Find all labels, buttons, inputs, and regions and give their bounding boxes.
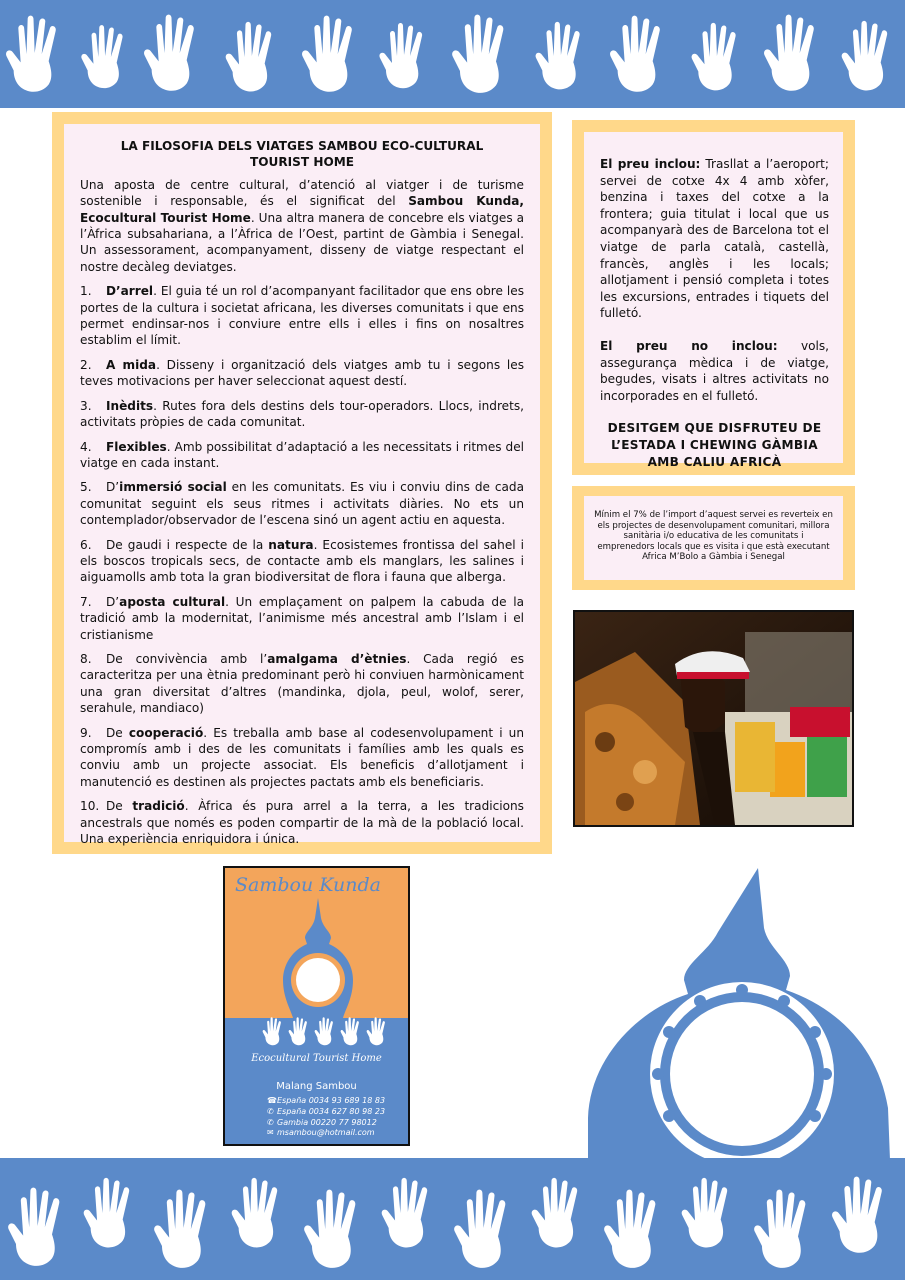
item-number: 8. bbox=[80, 651, 92, 666]
decalogue-item bbox=[80, 651, 524, 717]
card-email-line: ✉ msambou@hotmail.com bbox=[267, 1128, 375, 1138]
hand-print-icon bbox=[365, 1016, 391, 1046]
hand-print-icon bbox=[750, 1180, 822, 1276]
hand-print-icon bbox=[528, 1168, 592, 1256]
mobile-icon: ✆ bbox=[267, 1106, 274, 1116]
decalogue-item bbox=[80, 594, 524, 643]
hand-print-icon bbox=[78, 16, 136, 96]
guide-photo bbox=[573, 610, 854, 827]
business-card bbox=[223, 866, 410, 1146]
hand-print-icon bbox=[298, 8, 368, 98]
item-number: 10. bbox=[80, 799, 100, 814]
item-keyword: aposta cultural bbox=[119, 594, 226, 609]
item-text: . Es treballa amb base al codesenvolupament i un compromís amb i des de les comunitats i famílies amb les quals es conviu amb un projecte associat. Els beneficis d’allotjament i manutenció es destinen als projectes pactats amb els beneficiaris. bbox=[80, 725, 524, 789]
mobile-icon: ✆ bbox=[267, 1117, 274, 1127]
intro-paragraph: Una aposta de centre cultural, d’atenció al viatger i de turisme sostenible i responsable, és el significat del Sambou Kunda, Ecocultural Tourist Home. Una altra manera de concebre els viatges a l’Àfrica subsahariana, a l’Àfrica de l’Oest, partint de Gàmbia i Senegal. Un assessorament, acompanyament, disseny de viatge respectant el nostre decàleg deviatges. bbox=[80, 177, 524, 274]
hand-print-icon bbox=[688, 14, 750, 98]
decalogue-item bbox=[80, 479, 524, 528]
item-prefix: De convivència amb l’ bbox=[106, 651, 268, 666]
card-hands-row bbox=[261, 1016, 391, 1050]
donation-note: Mínim el 7% de l’import d’aquest servei es reverteix en els projectes de desenvolupament comunitari, millora sanitària i/o educativa de les comunitats i emprenedors locals que es visita i que està executant Africa M’Bolo a Gàmbia i Senegal bbox=[584, 496, 843, 580]
item-keyword: natura bbox=[268, 537, 314, 552]
price-content bbox=[584, 132, 843, 469]
hand-print-icon bbox=[150, 1180, 222, 1276]
item-number: 4. bbox=[80, 439, 92, 454]
hand-print-icon bbox=[287, 1016, 313, 1046]
decalogue-list bbox=[80, 283, 524, 847]
item-keyword: Inèdits bbox=[106, 398, 154, 413]
card-phone-line-2: ✆ España 0034 627 80 98 23 bbox=[267, 1106, 386, 1116]
hand-print-icon bbox=[300, 1180, 372, 1276]
hand-print-icon bbox=[140, 6, 210, 98]
item-number: 2. bbox=[80, 357, 92, 372]
item-text: . Un emplaçament on palpem la cabuda de la tradició amb la modernitat, l’animisme més ancestral amb l’Islam i el cristianisme bbox=[80, 594, 524, 642]
tower-building-illustration bbox=[528, 868, 905, 1160]
mail-icon: ✉ bbox=[267, 1128, 274, 1138]
hand-print-icon bbox=[313, 1016, 339, 1046]
item-number: 3. bbox=[80, 398, 92, 413]
item-text: . Àfrica és pura arrel a la terra, a les tradicions ancestrals que només es poden compartir de la mà de la població local. Una experiència enriquidora i única. bbox=[80, 799, 524, 847]
item-text: . Ecosistemes frontissa del sahel i els boscos tropicals secs, de contacte amb els manglars, les salines i aiguamolls amb tota la gran biodiversitat de flora i fauna que alberga. bbox=[80, 537, 525, 585]
card-contact-lines bbox=[267, 1096, 385, 1139]
card-phone-line-1: ☎España 0034 93 689 18 83 bbox=[267, 1096, 386, 1105]
item-text: . Cada regió es caracteritza per una ètnia predominant però hi conviuen harmònicament una gran diversitat d’altres (mandinka, djola, peul, wolof, serer, serahule, mandiaco) bbox=[80, 651, 525, 716]
decalogue-item bbox=[80, 283, 524, 349]
philosophy-content bbox=[64, 124, 540, 847]
hand-print-icon bbox=[222, 14, 286, 98]
hand-print-icon bbox=[532, 14, 594, 96]
hand-print-icon bbox=[261, 1016, 287, 1046]
donation-note-panel bbox=[572, 486, 855, 590]
card-phone-line-3: ✆ Gambia 00220 77 98012 bbox=[267, 1117, 377, 1127]
item-text: . Amb possibilitat d’adaptació a les necessitats i ritmes del viatge en cada instant. bbox=[80, 439, 524, 470]
hand-print-icon bbox=[228, 1168, 292, 1256]
item-prefix: De gaudi i respecte de la bbox=[106, 537, 269, 552]
item-prefix: D’ bbox=[106, 480, 120, 495]
item-number: 9. bbox=[80, 725, 92, 740]
bottom-hands-banner bbox=[0, 1158, 905, 1280]
price-excludes: El preu no inclou: vols, assegurança mèdica i de viatge, begudes, visats i altres activitats no incorporades en el fulletó. bbox=[600, 338, 829, 403]
hand-print-icon bbox=[828, 1168, 898, 1260]
item-text: en les comunitats. Es viu i conviu dins de cada comunitat seguint els seus ritmes i activitats diàries. No ets un contemplador/observador de l’escena sinó un agent actiu en aquesta. bbox=[80, 480, 524, 528]
hand-print-icon bbox=[376, 14, 436, 96]
card-brand-title: Sambou Kunda bbox=[235, 874, 381, 896]
decalogue-item bbox=[80, 798, 524, 847]
item-keyword: Flexibles bbox=[106, 439, 167, 454]
hand-print-icon bbox=[80, 1168, 144, 1256]
item-prefix: De bbox=[106, 799, 133, 814]
card-tagline: Ecocultural Tourist Home bbox=[251, 1053, 382, 1064]
hand-print-icon bbox=[4, 1178, 76, 1274]
hand-print-icon bbox=[450, 1180, 522, 1276]
hand-print-icon bbox=[339, 1016, 365, 1046]
item-prefix: D’ bbox=[106, 594, 120, 609]
item-keyword: amalgama d’ètnies bbox=[267, 651, 407, 666]
hand-print-icon bbox=[448, 6, 520, 100]
item-number: 6. bbox=[80, 537, 92, 552]
price-panel bbox=[572, 120, 855, 475]
item-number: 1. bbox=[80, 284, 92, 299]
item-text: . Disseny i organització dels viatges amb tu i segons les teves motivacions per haver seleccionat aquest destí. bbox=[80, 357, 525, 389]
hand-print-icon bbox=[2, 8, 72, 98]
hand-print-icon bbox=[760, 6, 830, 98]
hand-print-icon bbox=[378, 1168, 442, 1256]
hand-print-icon bbox=[838, 12, 902, 98]
top-hands-banner bbox=[0, 0, 905, 108]
item-number: 7. bbox=[80, 594, 92, 609]
price-includes: El preu inclou: Trasllat a l’aeroport; servei de cotxe 4x 4 amb xòfer, benzina i taxes del cotxe a la frontera; guia titulat i local que us acompanyarà des de Barcelona tot el viatge de parla català, castellà, francès, anglès i les locals; allotjament i pensió completa i totes les excursions, entrades i tiquets del fulletó. bbox=[600, 157, 830, 321]
item-keyword: immersió social bbox=[119, 480, 227, 495]
guide-photo-illustration bbox=[575, 612, 852, 825]
hand-print-icon bbox=[678, 1168, 742, 1256]
decalogue-item bbox=[80, 439, 524, 472]
item-keyword: tradició bbox=[132, 799, 185, 814]
card-contact-name: Malang Sambou bbox=[276, 1081, 357, 1092]
item-keyword: D’arrel bbox=[106, 284, 154, 299]
slogan: DESITGEM QUE DISFRUTEU DE L’ESTADA I CHEWING GÀMBIA AMB CALIU AFRICÀ bbox=[607, 421, 822, 469]
item-keyword: A mida bbox=[106, 357, 157, 372]
decalogue-item bbox=[80, 725, 524, 791]
decalogue-item bbox=[80, 537, 524, 586]
hand-print-icon bbox=[606, 8, 676, 98]
decalogue-item bbox=[80, 357, 524, 390]
philosophy-title: LA FILOSOFIA DELS VIATGES SAMBOU ECO-CULTURAL TOURIST HOME bbox=[120, 139, 484, 170]
phone-icon: ☎ bbox=[267, 1096, 277, 1105]
item-prefix: De bbox=[106, 725, 129, 740]
decalogue-item bbox=[80, 398, 524, 431]
item-text: . El guia té un rol d’acompanyant facilitador que ens obre les portes de la cultura i societat africana, les diverses comunitats i que ens permet endinsar-nos i conviure entre ells i elles i fins on nosaltres establim el límit. bbox=[80, 284, 524, 348]
item-keyword: cooperació bbox=[128, 725, 204, 740]
item-number: 5. bbox=[80, 480, 92, 495]
hand-print-icon bbox=[600, 1180, 672, 1276]
philosophy-panel bbox=[52, 112, 552, 854]
item-text: . Rutes fora dels destins dels tour-operadors. Llocs, indrets, activitats pròpies de cada comunitat. bbox=[80, 398, 524, 430]
